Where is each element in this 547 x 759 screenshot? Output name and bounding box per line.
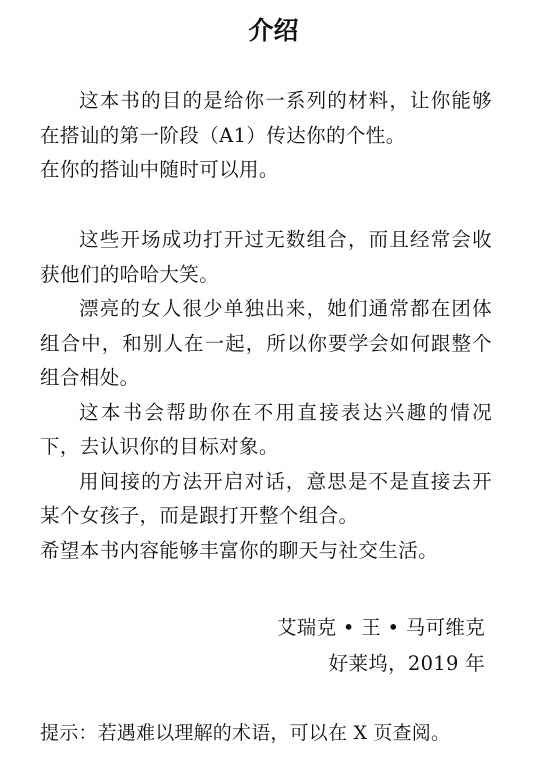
intro-section-2 (40, 223, 492, 568)
page-title: 介绍 (248, 16, 299, 45)
paragraph: 漂亮的女人很少单独出来，她们通常都在团体组合中，和别人在一起，所以你要学会如何跟整个组合相处。 (40, 297, 492, 389)
glossary-hint: 提示：若遇难以理解的术语，可以在 X 页查阅。 (40, 722, 451, 744)
author-name: 艾瑞克 • 王 • 马可维克 (277, 616, 485, 639)
paragraph: 用间接的方法开启对话，意思是不是直接去开某个女孩子，而是跟打开整个组合。 (40, 469, 492, 527)
paragraph: 在你的搭讪中随时可以用。 (40, 158, 279, 181)
paragraph: 这本书会帮助你在不用直接表达兴趣的情况下，去认识你的目标对象。 (40, 400, 492, 458)
paragraph: 希望本书内容能够丰富你的聊天与社交生活。 (40, 538, 439, 562)
signature (277, 610, 485, 682)
paragraph: 这本书的目的是给你一系列的材料，让你能够在搭讪的第一阶段（A1）传达你的个性。 (40, 89, 492, 147)
place-and-year: 好莱坞，2019 年 (328, 652, 485, 675)
paragraph: 这些开场成功打开过无数组合，而且经常会收获他们的哈哈大笑。 (40, 228, 492, 286)
intro-section-1 (40, 84, 492, 188)
